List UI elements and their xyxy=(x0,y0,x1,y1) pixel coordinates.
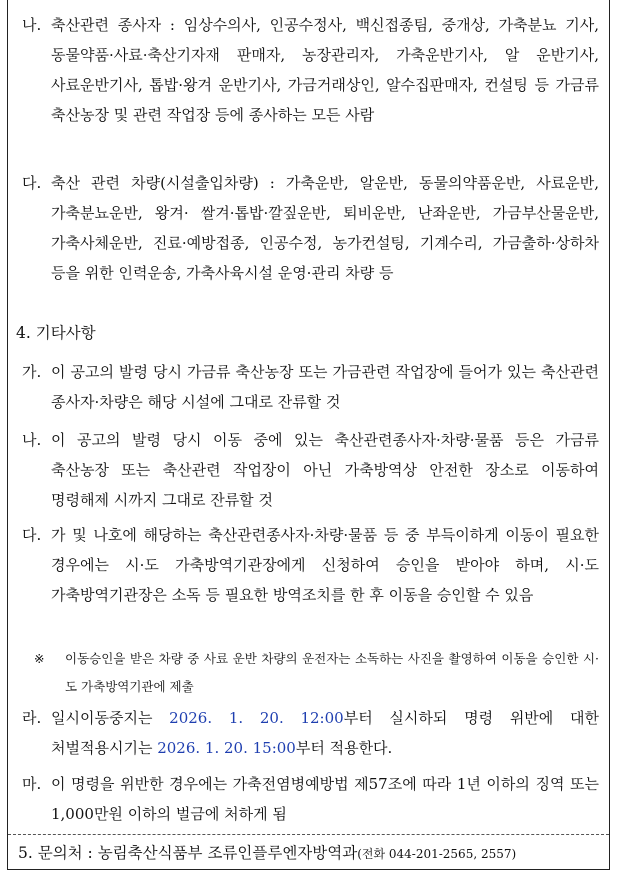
start-datetime: 2026. 1. 20. 12:00 xyxy=(169,709,344,727)
note-mark: ※ xyxy=(34,651,45,666)
item-label: 마. xyxy=(22,775,42,793)
item-label: 다. xyxy=(22,174,42,192)
item-text: 축산관련 종사자 : 임상수의사, 인공수정사, 백신접종팀, 중개상, 가축분뇨 기사, 동물약품·사료·축산기자재 판매자, 농장관리자, 가축운반기사, 알 운반기사, 사료운반기사, 톱밥·왕겨 운반기사, 가금거래상인, 알수집판매자, 컨설팅 등 가금류 축산농장 및 관련 작업장 등에 종사하는 모든 사람 xyxy=(51,16,599,124)
item-text xyxy=(51,703,599,763)
item-text: 축산 관련 차량(시설출입차량) : 가축운반, 알운반, 동물의약품운반, 사료운반, 가축분뇨운반, 왕겨· 쌀겨·톱밥·깔짚운반, 퇴비운반, 난좌운반, 가금부산물운반, 가축사체운반, 진료·예방접종, 인공수정, 농가컨설팅, 기계수리, 가금출하·상하차 등을 위한 인력운송, 가축사육시설 운영·관리 차량 등 xyxy=(51,174,599,282)
item-text: 이 명령을 위반한 경우에는 가축전염병예방법 제57조에 따라 1년 이하의 징역 또는 1,000만원 이하의 벌금에 처하게 됨 xyxy=(51,775,599,823)
note-text: 이동승인을 받은 차량 중 사료 운반 차량의 운전자는 소독하는 사진을 촬영하여 이동을 승인한 시·도 가축방역기관에 제출 xyxy=(65,651,599,694)
item-label: 나. xyxy=(22,431,42,449)
notice-page xyxy=(7,0,610,870)
item-text: 이 공고의 발령 당시 이동 중에 있는 축산관련종사자·차량·물품 등은 가금류 축산농장 또는 축산관련 작업장이 아닌 가축방역상 안전한 장소로 이동하여 명령해제 시까지 그대로 잔류할 것 xyxy=(51,431,599,509)
ra-text-part1: 일시이동중지는 xyxy=(51,709,170,727)
contact-phone: (전화 044-201-2565, 2557) xyxy=(357,847,517,861)
contact-text: 5. 문의처 : 농림축산식품부 조류인플루엔자방역과 xyxy=(18,844,358,862)
item-text: 가 및 나호에 해당하는 축산관련종사자·차량·물품 등 중 부득이하게 이동이 필요한 경우에는 시·도 가축방역기관장에게 신청하여 승인을 받아야 하며, 시·도 가축방역기관장은 소독 등 필요한 방역조치를 한 후 이동을 승인할 수 있음 xyxy=(51,526,599,604)
penalty-datetime: 2026. 1. 20. 15:00 xyxy=(157,739,296,757)
section-4-title: 4. 기타사항 xyxy=(16,324,96,342)
item-label: 라. xyxy=(22,709,42,727)
section-divider xyxy=(8,834,609,835)
ra-text-part2: 부터 실시하되 명령 위반에 대한 처벌적용시기는 xyxy=(51,709,599,757)
item-label: 나. xyxy=(22,16,42,34)
item-label: 가. xyxy=(22,363,42,381)
item-label: 다. xyxy=(22,526,42,544)
contact-line xyxy=(18,838,516,869)
item-text: 이 공고의 발령 당시 가금류 축산농장 또는 가금관련 작업장에 들어가 있는 축산관련 종사자·차량은 해당 시설에 그대로 잔류할 것 xyxy=(51,363,599,411)
ra-text-part3: 부터 적용한다. xyxy=(295,739,393,757)
